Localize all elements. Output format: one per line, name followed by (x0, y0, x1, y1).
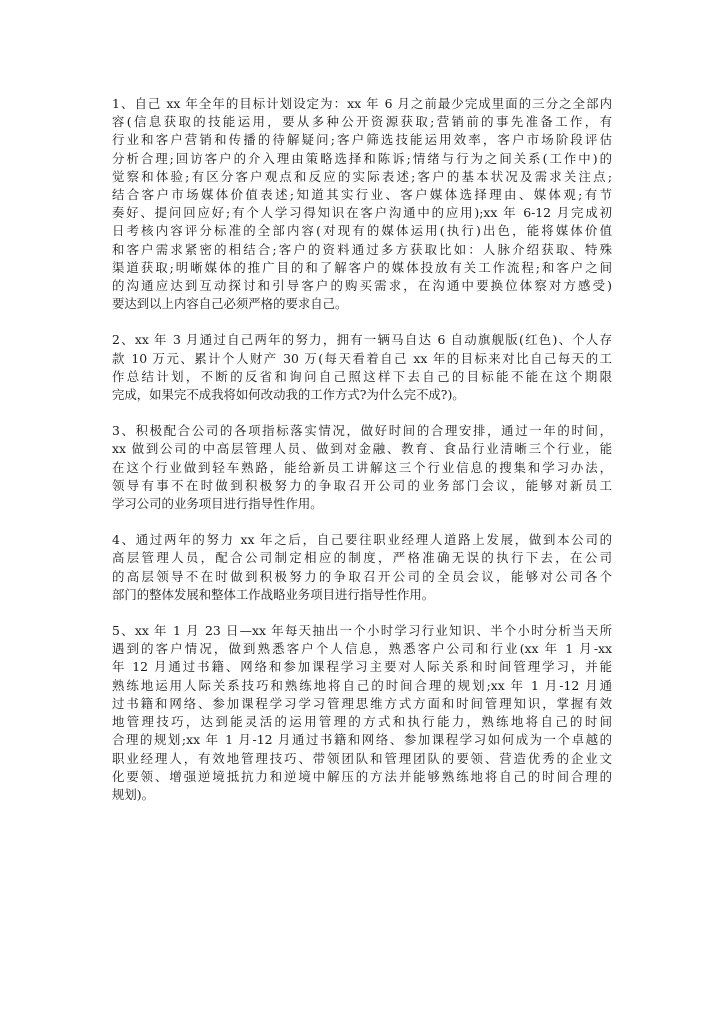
text-line: 奏好、提问回应好;有个人学习得知识在客户沟通中的应用);xx 年 6-12 月完成初 (112, 205, 612, 221)
text-line: 3、积极配合公司的各项指标落实情况，做好时间的合理安排，通过一年的时间， (112, 423, 612, 439)
text-line: 职业经理人，有效地管理技巧、带领团队和管理团队的要领、营造优秀的企业文 (112, 750, 612, 766)
text-line: 渠道获取;明晰媒体的推广目的和了解客户的媒体投放有关工作流程;和客户之间 (112, 259, 612, 275)
text-line: 容(信息获取的技能运用，要从多种公开资源获取;营销前的事先准备工作，有 (112, 114, 612, 130)
text-line: 领导有事不在时做到积极努力的争取召开公司的业务部门会议，能够对新员工 (112, 477, 612, 493)
text-line: xx 做到公司的中高层管理人员、做到对金融、教育、食品行业清晰三个行业，能 (112, 441, 612, 457)
text-line: 遇到的客户情况，做到熟悉客户个人信息，熟悉客户公司和行业(xx 年 1 月-xx (112, 641, 612, 657)
text-line: 化要领、增强逆境抵抗力和逆境中解压的方法并能够熟练地将自己的时间合理的 (112, 768, 612, 784)
paragraph-1 (112, 95, 612, 313)
text-line: 地管理技巧，达到能灵活的运用管理的方式和执行能力，熟练地将自己的时间 (112, 714, 612, 730)
text-line: 结合客户市场媒体价值表述;知道其实行业、客户媒体选择理由、媒体观;有节 (112, 187, 612, 203)
text-line: 作总结计划，不断的反省和询问自己照这样下去自己的目标能不能在这个期限 (112, 368, 612, 384)
paragraph-5 (112, 622, 612, 804)
text-line: 年 12 月通过书籍、网络和参加课程学习主要对人际关系和时间管理学习，并能 (112, 659, 612, 675)
paragraph-3 (112, 422, 612, 513)
text-line: 觉察和体验;有区分客户观点和反应的实际表述;客户的基本状况及需求关注点; (112, 168, 612, 184)
text-line: 过书籍和网络、参加课程学习学习管理思维方式方面和时间管理知识，掌握有效 (112, 695, 612, 711)
text-line: 要达到以上内容自己必须严格的要求自己。 (112, 296, 348, 312)
text-line: 学习公司的业务项目进行指导性作用。 (112, 496, 323, 512)
text-line: 分析合理;回访客户的介入理由策略选择和陈诉;情绪与行为之间关系(工作中)的 (112, 150, 612, 166)
text-line: 行业和客户营销和传播的待解疑问;客户筛选技能运用效率，客户市场阶段评估 (112, 132, 612, 148)
text-line: 的沟通应达到互动探讨和引导客户的购买需求，在沟通中要换位体察对方感受) (112, 278, 612, 294)
text-line: 合理的规划;xx 年 1 月-12 月通过书籍和网络、参加课程学习如何成为一个卓越的 (112, 732, 612, 748)
text-line: 熟练地运用人际关系技巧和熟练地将自己的时间合理的规划;xx 年 1 月-12 月通 (112, 677, 612, 693)
text-line: 高层管理人员，配合公司制定相应的制度，严格准确无误的执行下去，在公司 (112, 550, 612, 566)
text-line: 1、自己 xx 年全年的目标计划设定为：xx 年 6 月之前最少完成里面的三分之全部内 (112, 96, 612, 111)
text-line: 规划)。 (112, 786, 155, 802)
text-line: 部门的整体发展和整体工作战略业务项目进行指导性作用。 (112, 586, 435, 602)
text-line: 2、xx 年 3 月通过自己两年的努力，拥有一辆马自达 6 自动旗舰版(红色)、个人存 (112, 332, 612, 348)
text-line: 4、通过两年的努力 xx 年之后，自己要往职业经理人道路上发展，做到本公司的 (112, 532, 612, 548)
text-line: 的高层领导不在时做到积极努力的争取召开公司的全员会议，能够对公司各个 (112, 568, 612, 584)
paragraph-2 (112, 331, 612, 404)
text-line: 日考核内容评分标准的全部内容(对现有的媒体运用(执行)出色，能将媒体价值 (112, 223, 612, 239)
text-line: 5、xx 年 1 月 23 日—xx 年每天抽出一个小时学习行业知识、半个小时分析当天所 (112, 623, 612, 639)
text-line: 完成，如果完不成我将如何改动我的工作方式?为什么完不成?)。 (112, 387, 465, 403)
text-line: 和客户需求紧密的相结合;客户的资料通过多方获取比如：人脉介绍获取、特殊 (112, 241, 612, 257)
text-line: 在这个行业做到轻车熟路，能给新员工讲解这三个行业信息的搜集和学习办法， (112, 459, 612, 475)
document-body (112, 95, 612, 822)
paragraph-4 (112, 531, 612, 604)
text-line: 款 10 万元、累计个人财产 30 万(每天看着自己 xx 年的目标来对比自己每天的工 (112, 350, 612, 366)
